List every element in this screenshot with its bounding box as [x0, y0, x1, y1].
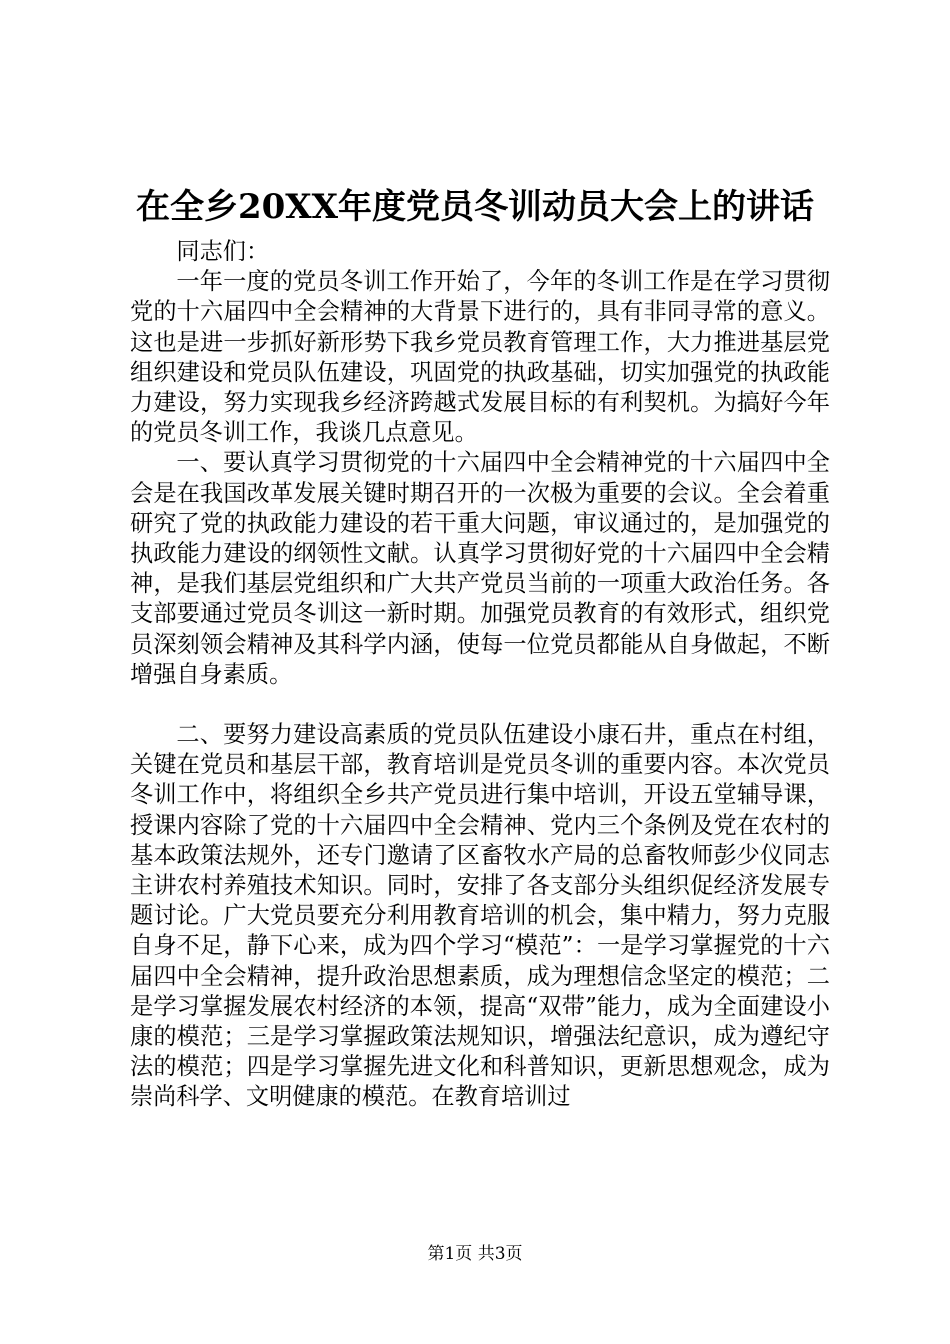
- salutation: 同志们：: [176, 238, 270, 265]
- paragraph-1: 一年一度的党员冬训工作开始了，今年的冬训工作是在学习贯彻党的十六届四中全会精神的大背景下进行的，具有非同寻常的意义。这也是进一步抓好新形势下我乡党员教育管理工作，大力推进基层党组织建设和党员队伍建设，巩固党的执政基础，切实加强党的执政能力建设，努力实现我乡经济跨越式发展目标的有利契机。为搞好今年的党员冬训工作，我谈几点意见。: [130, 268, 830, 447]
- document-body: [130, 237, 830, 1113]
- page-number: 第1页 共3页: [427, 1244, 523, 1264]
- document-title: 在全乡20XX年度党员冬训动员大会上的讲话: [135, 187, 815, 227]
- paragraph-2: 一、要认真学习贯彻党的十六届四中全会精神党的十六届四中全会是在我国改革发展关键时期召开的一次极为重要的会议。全会着重研究了党的执政能力建设的若干重大问题，审议通过的，是加强党的执政能力建设的纲领性文献。认真学习贯彻好党的十六届四中全会精神，是我们基层党组织和广大共产党员当前的一项重大政治任务。各支部要通过党员冬训这一新时期。加强党员教育的有效形式，组织党员深刻领会精神及其科学内涵，使每一位党员都能从自身做起，不断增强自身素质。: [130, 449, 830, 688]
- paragraph-3: 二、要努力建设高素质的党员队伍建设小康石井，重点在村组，关键在党员和基层干部，教育培训是党员冬训的重要内容。本次党员冬训工作中，将组织全乡共产党员进行集中培训，开设五堂辅导课，授课内容除了党的十六届四中全会精神、党内三个条例及党在农村的基本政策法规外，还专门邀请了区畜牧水产局的总畜牧师彭少仪同志主讲农村养殖技术知识。同时，安排了各支部分头组织促经济发展专题讨论。广大党员要充分利用教育培训的机会，集中精力，努力克服自身不足，静下心来，成为四个学习“模范”：一是学习掌握党的十六届四中全会精神，提升政治思想素质，成为理想信念坚定的模范；二是学习掌握发展农村经济的本领，提高“双带”能力，成为全面建设小康的模范；三是学习掌握政策法规知识，增强法纪意识，成为遵纪守法的模范；四是学习掌握先进文化和科普知识，更新思想观念，成为崇尚科学、文明健康的模范。在教育培训过: [130, 721, 830, 1111]
